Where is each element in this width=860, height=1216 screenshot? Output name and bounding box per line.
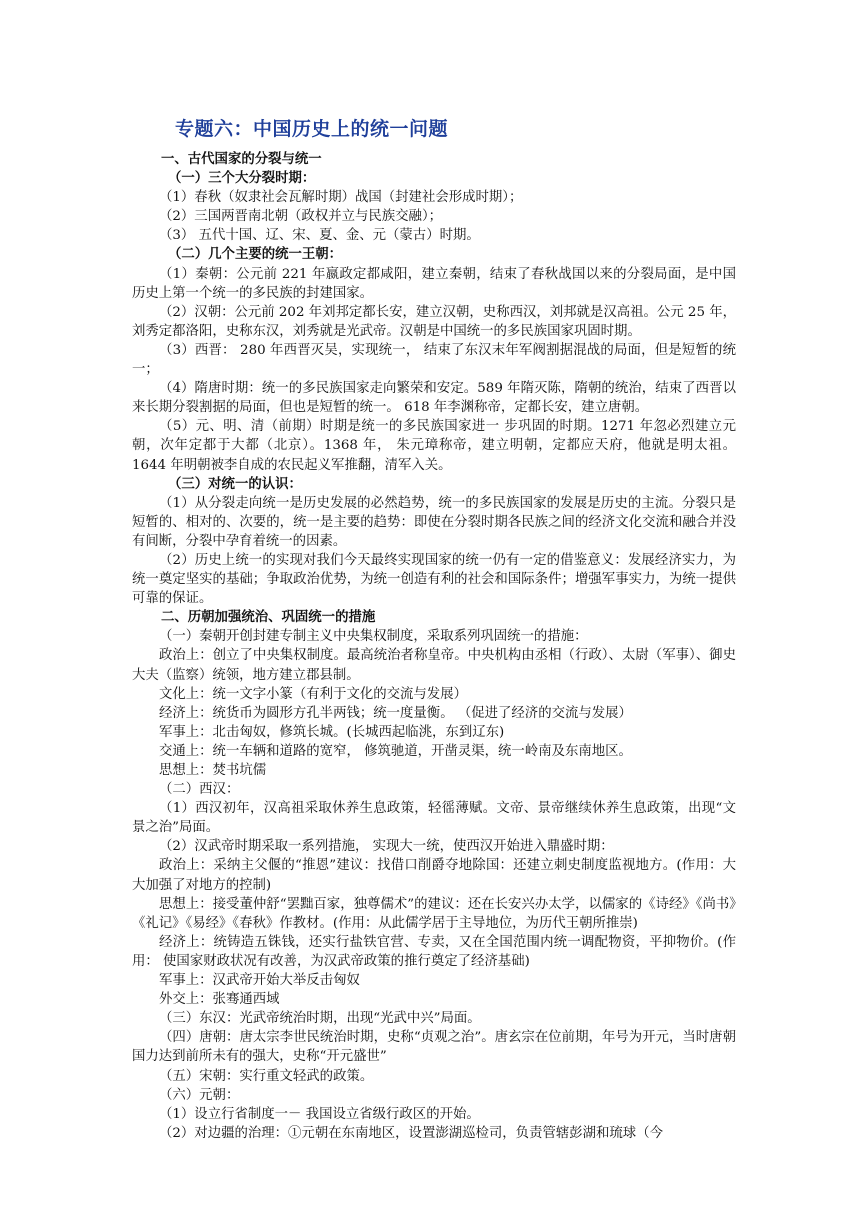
subsection-heading: （三）对统一的认识：	[168, 476, 302, 492]
subsection-heading: （一）三个大分裂时期：	[168, 171, 316, 187]
paragraph: （3）西晋： 280 年西晋灭吴，实现统一， 结束了东汉末年军阀割据混战的局面，但是短暂的统一；	[132, 342, 736, 378]
text-line: （2）汉武帝时期采取一系列措施， 实现大一统，使西汉开始进入鼎盛时期：	[159, 839, 614, 855]
text-line: （三）东汉：光武帝统治时期，出现“光武中兴”局面。	[159, 1011, 481, 1027]
paragraph: （四）唐朝：唐太宗李世民统治时期，史称“贞观之治”。唐玄宗在位前期，年号为开元，当时唐朝国力达到前所未有的强大，史称“开元盛世”	[132, 1030, 736, 1065]
section-heading: 二、历朝加强统治、巩固统一的措施	[161, 610, 376, 626]
text-line: （2）对边疆的治理：①元朝在东南地区，设置澎湖巡检司，负责管辖彭湖和琉球（今	[159, 1125, 663, 1141]
text-line: （1）设立行省制度一－ 我国设立省级行政区的开始。	[159, 1106, 480, 1122]
text-line: （一）秦朝开创封建专制主义中央集权制度，采取系列巩固统一的措施：	[159, 629, 588, 645]
text-line: （六）元朝：	[159, 1087, 240, 1103]
paragraph: （1）西汉初年，汉高祖采取休养生息政策，轻徭薄赋。文帝、景帝继续休养生息政策，出现“文景之治”局面。	[132, 801, 736, 836]
text-line: 文化上：统一文字小篆（有利于文化的交流与发展）	[159, 686, 467, 702]
text-line: 军事上：汉武帝开始大举反击匈奴	[159, 973, 360, 989]
paragraph: （1）从分裂走向统一是历史发展的必然趋势，统一的多民族国家的发展是历史的主流。分裂只是短暂的、相对的、次要的，统一是主要的趋势：即使在分裂时期各民族之间的经济文化交流和融合并没有间断，分裂中孕育着统一的因素。	[132, 495, 736, 549]
paragraph: 政治上：采纳主父偃的“推恩”建议：找借口削爵夺地除国：还建立刺史制度监视地方。(作用：大大加强了对地方的控制)	[132, 858, 736, 893]
text-line: 军事上：北击匈奴，修筑长城。(长城西起临洮，东到辽东)	[159, 724, 505, 740]
subsection-heading: （二）几个主要的统一王朝：	[168, 247, 343, 263]
text-line: （1）春秋（奴隶社会瓦解时期）战国（封建社会形成时期）；	[159, 190, 523, 206]
text-line: （3） 五代十国、辽、宋、夏、金、元（蒙古）时期。	[159, 228, 480, 244]
paragraph: （2）历史上统一的实现对我们今天最终实现国家的统一仍有一定的借鉴意义：发展经济实力，为统一奠定坚实的基础；争取政治优势，为统一创造有利的社会和国际条件；增强军事实力，为统一提供可靠的保证。	[132, 552, 736, 607]
page-title: 专题六：中国历史上的统一问题	[175, 118, 449, 140]
text-line: （2）三国两晋南北朝（政权并立与民族交融）；	[159, 209, 443, 225]
text-line: 交通上：统一车辆和道路的宽窄， 修筑驰道，开凿灵渠，统一岭南及东南地区。	[159, 743, 632, 759]
text-line: 思想上：焚书坑儒	[159, 763, 267, 778]
text-line: （五）宋朝：实行重文轻武的政策。	[159, 1068, 374, 1084]
paragraph: 思想上：接受董仲舒“罢黜百家，独尊儒术”的建议：还在长安兴办太学，以儒家的《诗经》《尚书》《礼记》《易经》《春秋》作教材。(作用：从此儒学居于主导地位，为历代王朝所推崇)	[132, 896, 736, 931]
paragraph: 政治上：创立了中央集权制度。最高统治者称皇帝。中央机构由丞相（行政）、太尉（军事）、御史大夫（监察）统领，地方建立郡县制。	[132, 648, 736, 683]
section-heading: 一、古代国家的分裂与统一	[161, 152, 322, 167]
paragraph: （1）秦朝：公元前 221 年嬴政定都咸阳，建立秦朝，结束了春秋战国以来的分裂局面，是中国历史上第一个统一的多民族的封建国家。	[132, 266, 736, 301]
text-line: （二）西汉：	[159, 782, 240, 798]
paragraph: 经济上：统铸造五铢钱，还实行盐铁官营、专卖，又在全国范围内统一调配物资，平抑物价。(作用： 使国家财政状况有改善，为汉武帝政策的推行奠定了经济基础)	[132, 934, 736, 969]
paragraph: （4）隋唐时期：统一的多民族国家走向繁荣和安定。589 年隋灭陈，隋朝的统治，结束了西晋以来长期分裂割据的局面，但也是短暂的统一。 618 年李渊称帝，定都长安，建立唐朝。	[132, 381, 736, 416]
text-line: 外交上：张骞通西域	[159, 992, 280, 1008]
text-line: 经济上：统货币为圆形方孔半两钱；统一度量衡。 （促进了经济的交流与发展）	[159, 705, 632, 721]
paragraph: （5）元、明、清（前期）时期是统一的多民族国家进一 步巩固的时期。1271 年忽必烈建立元朝，次年定都于大都（北京）。1368 年， 朱元璋称帝，建立明朝，定都应天府，他就是明太祖。1644 年明朝被李自成的农民起义军推翻，清军入关。	[132, 419, 736, 473]
paragraph: （2）汉朝：公元前 202 年刘邦定都长安，建立汉朝，史称西汉，刘邦就是汉高祖。公元 25 年，刘秀定都洛阳，史称东汉，刘秀就是光武帝。汉朝是中国统一的多民族国家巩固时期。	[132, 304, 736, 339]
document-body	[132, 150, 736, 1143]
